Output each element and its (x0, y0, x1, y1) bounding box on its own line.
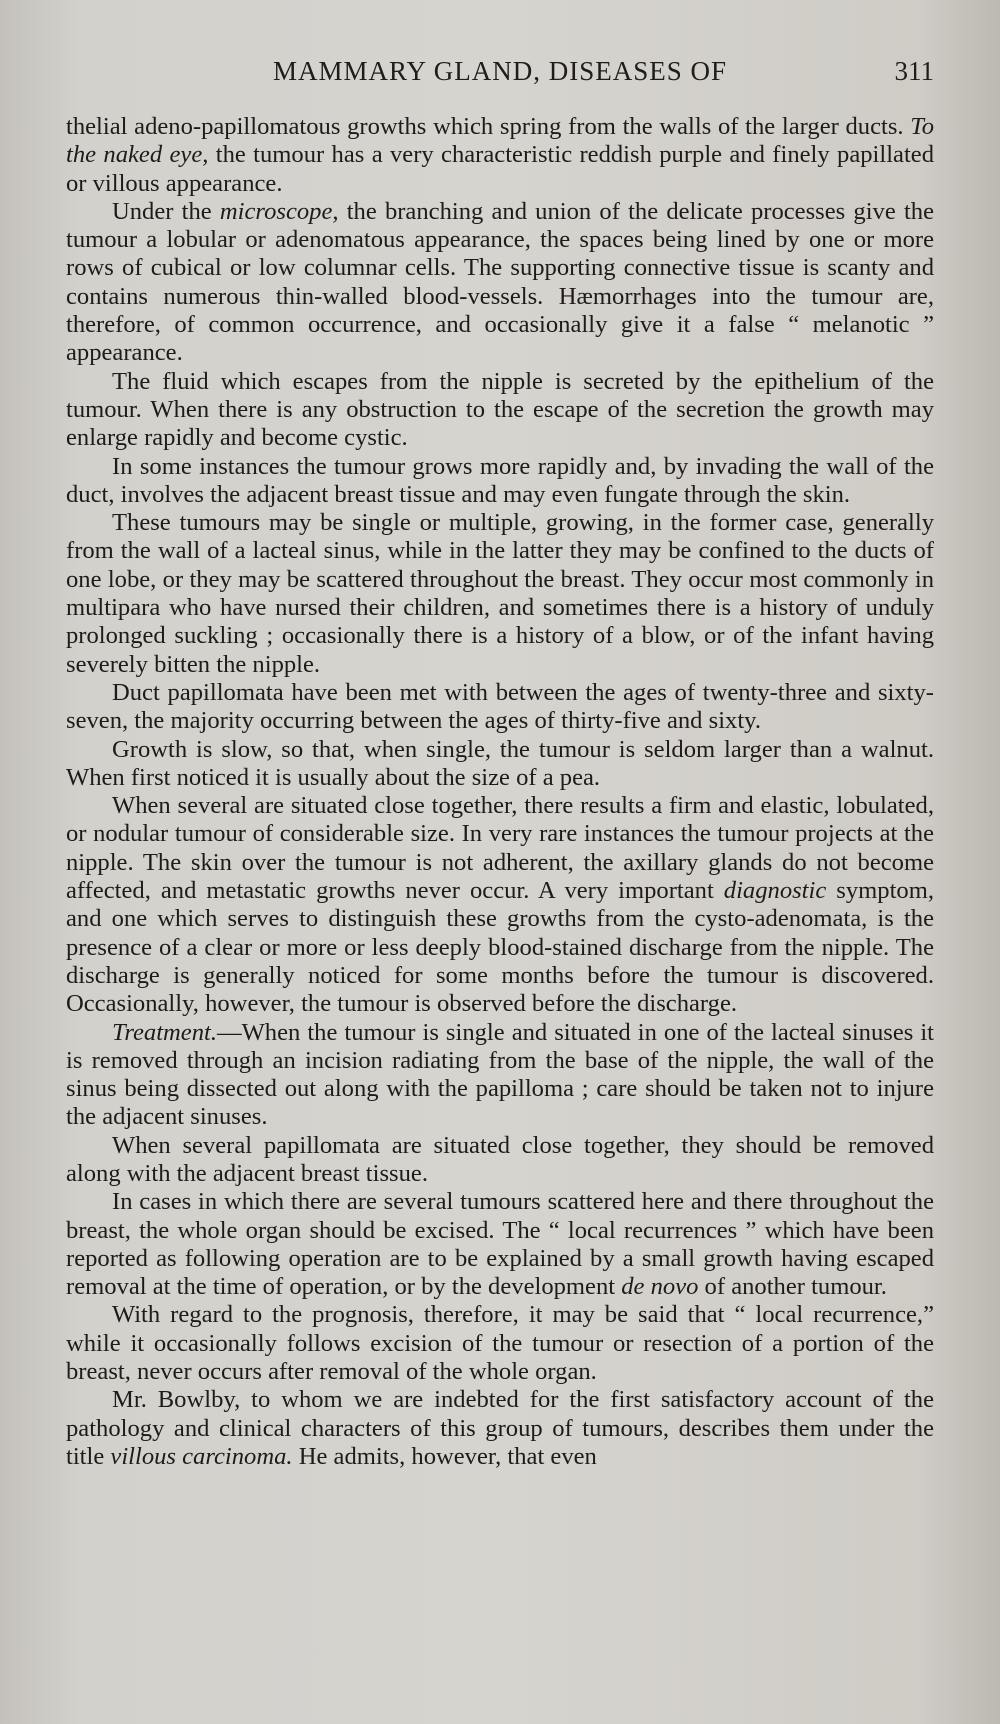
paragraph (66, 792, 934, 1018)
paragraph (66, 509, 934, 679)
page-header (66, 56, 934, 96)
text-run: —When the tumour is single and situated in one of the lacteal sinuses it is removed through an incision radiating from the base of the nipple, the wall of the sinus being dissected out along with the papilloma ; care should be taken not to injure the adjacent sinuses. (66, 1018, 934, 1131)
paragraph (66, 1188, 934, 1301)
page-number: 311 (894, 56, 934, 86)
paragraph (66, 1301, 934, 1386)
text-run: The fluid which escapes from the nipple is secreted by the epithelium of the tumour. When there is any obstruction to the escape of the secretion the growth may enlarge rapidly and become cystic. (66, 367, 934, 452)
text-run: Duct papillomata have been met with between the ages of twenty-three and sixty-seven, the majority occurring between the ages of thirty-five and sixty. (66, 678, 934, 735)
paragraph (66, 1132, 934, 1189)
italic-run: microscope, (219, 197, 339, 225)
body-text (66, 113, 934, 1471)
text-run: the branching and union of the delicate processes give the tumour a lobular or adenomatous appearance, the spaces being lined by one or more rows of cubical or low columnar cells. The supporting connective tissue is scanty and contains numerous thin-walled blood-vessels. Hæmorrhages into the tumour are, therefore, of common occurrence, and occasionally give it a false “ melanotic ” appearance. (66, 197, 934, 367)
italic-run: To the naked eye, (66, 113, 934, 169)
text-run: Under the (112, 197, 220, 225)
text-run: the tumour has a very characteristic reddish purple and finely papillated or villous appearance. (66, 141, 934, 197)
italic-run: villous carcinoma. (110, 1442, 293, 1470)
italic-run: diagnostic (723, 877, 827, 905)
text-run: These tumours may be single or multiple, growing, in the former case, generally from the wall of a lacteal sinus, while in the latter they may be confined to the ducts of one lobe, or they may be scattered throughout the breast. They occur most commonly in multipara who have nursed their children, and sometimes there is a history of unduly prolonged suckling ; occasionally there is a history of a blow, or of the infant having severely bitten the nipple. (66, 509, 934, 678)
text-run: of another tumour. (698, 1273, 887, 1301)
paragraph (66, 736, 934, 793)
paragraph (66, 198, 934, 368)
text-run: In cases in which there are several tumours scattered here and there throughout the breast, the whole organ should be excised. The “ local recurrences ” which have been reported as following operation are to be explained by a small growth having escaped removal at the time of operation, or by the development (66, 1188, 934, 1301)
text-run: symptom, and one which serves to distinguish these growths from the cysto-adenomata, is the presence of a clear or more or less deeply blood-stained discharge from the nipple. The discharge is generally noticed for some months before the tumour is discovered. Occasionally, however, the tumour is observed before the discharge. (66, 877, 934, 1018)
paragraph (66, 113, 934, 198)
text-run: When several papillomata are situated close together, they should be removed along with the adjacent breast tissue. (66, 1131, 934, 1187)
italic-run: Treatment. (112, 1018, 217, 1046)
text-run: Mr. Bowlby, to whom we are indebted for the first satisfactory account of the pathology and clinical characters of this group of tumours, describes them under the title (66, 1386, 934, 1470)
paragraph (66, 1019, 934, 1132)
paragraph (66, 368, 934, 453)
text-run: thelial adeno-papillomatous growths which spring from the walls of the larger ducts. (66, 113, 911, 140)
italic-run: de novo (621, 1273, 699, 1301)
text-run: Growth is slow, so that, when single, the tumour is seldom larger than a walnut. When first noticed it is usually about the size of a pea. (66, 735, 934, 791)
paragraph (66, 679, 934, 736)
paragraph (66, 1386, 934, 1471)
text-run: With regard to the prognosis, therefore, it may be said that “ local recurrence,” while it occasionally follows excision of the tumour or resection of a portion of the breast, never occurs after removal of the whole organ. (66, 1301, 934, 1386)
text-run: When several are situated close together, there results a firm and elastic, lobulated, or nodular tumour of considerable size. In very rare instances the tumour projects at the nipple. The skin over the tumour is not adherent, the axillary glands do not become affected, and metastatic growths never occur. A very important (66, 792, 934, 905)
paragraph (66, 453, 934, 510)
text-run: He admits, however, that even (292, 1442, 597, 1470)
text-run: In some instances the tumour grows more rapidly and, by invading the wall of the duct, involves the adjacent breast tissue and may even fungate through the skin. (66, 452, 934, 508)
running-title: MAMMARY GLAND, DISEASES OF (272, 56, 728, 86)
